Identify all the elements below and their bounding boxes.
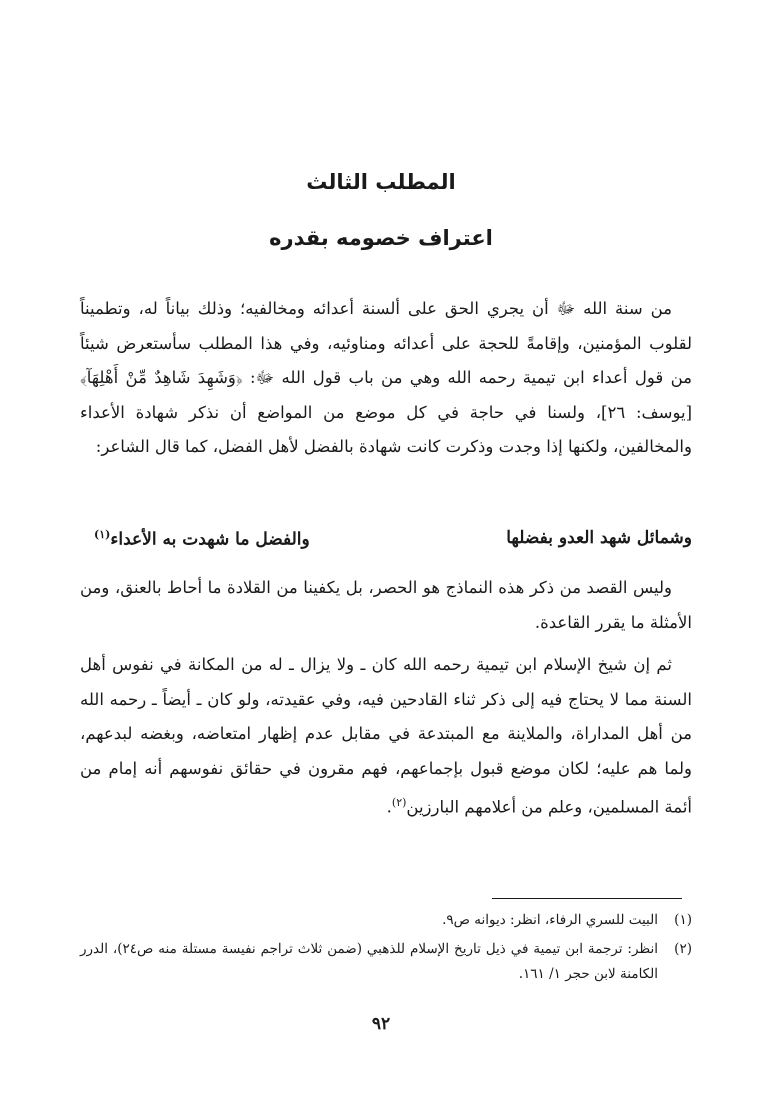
paragraph-standing-end: . [386, 797, 392, 817]
paragraph-standing-text: ثم إن شيخ الإسلام ابن تيمية رحمه الله كان ـ ولا يزال ـ له من المكانة في نفوس أهل السنة مما لا يحتاج فيه إلى ذكر ثناء القادحين فيه، وفي عقيدته، ولو كان ـ أيضاً ـ رحمه الله من أهل المداراة، والملاينة مع المبتدعة في مقابل عدم إظهار امتعاضه، وبغضه لبدعهم، ولما هم عليه؛ لكان موضع قبول بإجماعهم، فهم مقرون في حقائق نفوسهم أنه إمام من أئمة المسلمين، وعلم من أعلامهم البارزين [80, 655, 692, 817]
footnote-number: (٢) [674, 941, 692, 957]
footnote-divider [492, 898, 682, 899]
footnote-ref-2: (٢) [391, 796, 407, 809]
footnote-text: انظر: ترجمة ابن تيمية في ذيل تاريخ الإسلام للذهبي (ضمن ثلاث تراجم نفيسة مستلة منه ص٢٤)، الدرر الكامنة لابن حجر ١/ ١٦١. [80, 941, 658, 982]
paragraph-purpose: وليس القصد من ذكر هذه النماذج هو الحصر، بل يكفينا من القلادة ما أحاط بالعنق، ومن الأمثلة ما يقرر القاعدة. [80, 578, 692, 632]
footnote-text: البيت للسري الرفاء، انظر: ديوانه ص٩. [442, 912, 658, 928]
footnote-number: (١) [674, 912, 692, 928]
page-number: ٩٢ [371, 1014, 391, 1034]
verse-second-hemistich-wrap [94, 528, 310, 550]
verse-first-hemistich: وشمائل شهد العدو بفضلها [506, 528, 692, 548]
section-heading: المطلب الثالث [306, 170, 456, 194]
footnote-item [80, 937, 692, 987]
footnote-item [80, 908, 692, 933]
footnotes [80, 908, 692, 991]
footnote-ref-1: (١) [94, 528, 111, 541]
verse-second-hemistich: والفضل ما شهدت به الأعداء [110, 529, 310, 550]
paragraph-intro: من سنة الله ﷻ أن يجري الحق على ألسنة أعدائه ومخالفيه؛ وذلك بياناً له، وتطميناً لقلوب المؤمنين، وإقامةً للحجة على أعدائه ومناوئيه، وفي هذا المطلب سأستعرض شيئاً من قول أعداء ابن تيمية رحمه الله وهي من باب قول الله ﷻ: ﴿وَشَهِدَ شَاهِدٌ مِّنْ أَهْلِهَآ﴾ [يوسف: ٢٦]، ولسنا في حاجة في كل موضع من المواضع أن نذكر شهادة الأعداء والمخالفين، ولكنها إذا وجدت وذكرت كانت شهادة بالفضل لأهل الفضل، كما قال الشاعر: [80, 299, 693, 456]
poetry-verse [80, 528, 692, 550]
section-subheading: اعتراف خصومه بقدره [269, 226, 493, 250]
paragraph-standing [80, 648, 692, 825]
